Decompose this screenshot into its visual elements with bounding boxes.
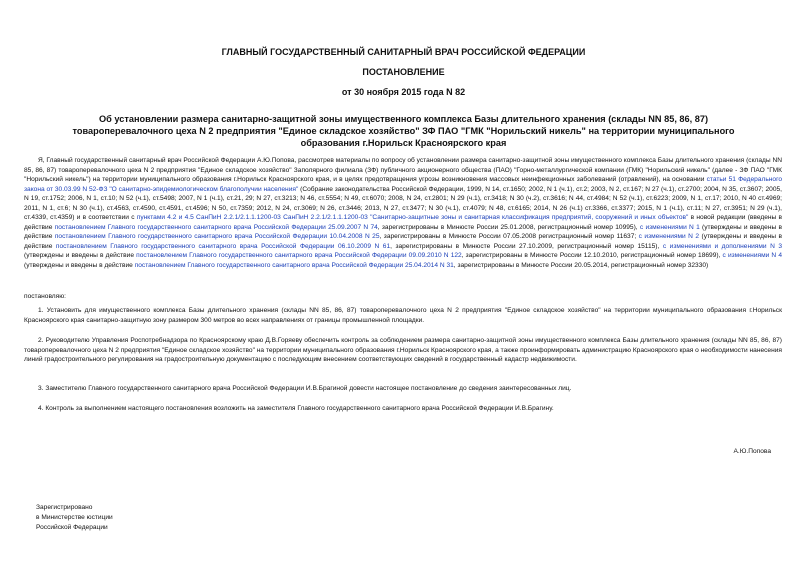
registration-note [36, 503, 113, 533]
registration-line: Зарегистрировано [36, 504, 93, 511]
issuer-heading: ГЛАВНЫЙ ГОСУДАРСТВЕННЫЙ САНИТАРНЫЙ ВРАЧ РОССИЙСКОЙ ФЕДЕРАЦИИ [221, 47, 586, 57]
amendments-1-link[interactable]: с изменениями N 1 [639, 223, 700, 231]
law-link[interactable]: статьи 51 Федерального закона от 30.03.99 N 52-ФЗ "О санитарно-эпидемиологическом благополучии населения" [24, 176, 782, 193]
document-date: от 30 ноября 2015 года N 82 [341, 87, 466, 97]
item-1: 1. Установить для имущественного комплекса Базы длительного хранения (склады NN 85, 86, 87) товароперевалочного цеха N 2 предприятия "Единое складское хозяйство" на территории муниципального образования г.Норильск Красноярского края санитарно-защитную зону размером 300 метров во всех направлениях от границы промышленной площадки. [24, 307, 782, 324]
registration-line: Российской Федерации [36, 524, 108, 531]
preamble-paragraph: Я, Главный государственный санитарный врач Российской Федерации А.Ю.Попова, рассмотрев материалы по вопросу об установлении размера санитарно-защитной зоны имущественного комплекса Базы длительного хранения (склады NN 85, 86, 87) товароперевалочного цеха N 2 предприятия "Единое складское хозяйство" Заполярного филиала (ЗФ) публичного акционерного общества (ПАО) "Горно-металлургической компании (ГМК) "Норильский никель" (далее - ЗФ ПАО "ГМК "Норильский никель") на территории муниципального образования г.Норильск Красноярского края, и в целях предотвращения угрозы возникновения массовых неинфекционных заболеваний (отравлений), на основании статьи 51 Федерального закона от 30.03.99 N 52-ФЗ "О санитарно-эпидемиологическом благополучии населения" (Собрание законодательства Российской Федерации, 1999, N 14, ст.1650; 2002, N 1 (ч.1), ст.2; 2003, N 2, ст.167; N 27 (ч.1), ст.2700; 2004, N 35, ст.3607; 2005, N 19, ст.1752; 2006, N 1, ст.10; N 52 (ч.1), ст.5498; 2007, N 1 (ч.1), ст.21, 29; N 27, ст.3213; N 46, ст.5554; N 49, ст.6070; 2008, N 24, ст.2801; N 29 (ч.1), ст.3418; N 30 (ч.2), ст.3616; N 44, ст.4984; N 52 (ч.1), ст.6223; 2009, N 1, ст.17; 2010, N 40 ст.4969; 2011, N 1, ст.6; N 30 (ч.1), ст.4563, ст.4590, ст.4591, ст.4596; N 50, ст.7359; 2012, N 24, ст.3069; N 26, ст.3446; 2013, N 27, ст.3477; N 30 (ч.1), ст.4079; N 48, ст.6165; 2014, N 26 (ч.1) ст.3366, ст.3377; 2015, N 1 (ч.1), ст.11; N 27, ст.3951; N 29 (ч.1), ст.4339, ст.4359) и в соответствии с пунктами 4.2 и 4.5 СанПиН 2.2.1/2.1.1.1200-03 СанПиН 2.2.1/2.1.1.1200-03 "Санитарно-защитные зоны и санитарная классификация предприятий, сооружений и иных объектов" в новой редакции (введены в действие постановлением Главного государственного санитарного врача Российской Федерации 25.09.2007 N 74, зарегистрированы в Минюсте России 25.01.2008, регистрационный номер 10995), с изменениями N 1 (утверждены и введены в действие постановлением Главного государственного санитарного врача Российской Федерации 10.04.2008 N 25, зарегистрированы в Минюсте России 07.05.2008 регистрационный номер 11637; с изменениями N 2 (утверждены и введены в действие постановлением Главного государственного санитарного врача Российской Федерации 06.10.2009 N 61, зарегистрированы в Минюсте России 27.10.2009, регистрационный номер 15115), с изменениями и дополнениями N 3 (утверждены и введены в действие постановлением Главного государственного санитарного врача Российской Федерации 09.09.2010 N 122, зарегистрированы в Минюсте России 12.10.2010, регистрационный номер 18699), с изменениями N 4 (утверждены и введены в действие постановлением Главного государственного санитарного врача Российской Федерации 25.04.2014 N 31, зарегистрированы в Минюсте России 20.05.2014, регистрационный номер 32330) [24, 157, 783, 269]
resolves-label: постановляю: [24, 293, 67, 300]
sanpin-link[interactable]: СанПиН 2.2.1/2.1.1.1200-03 "Санитарно-защитные зоны и санитарная классификация предприятий, сооружений и иных объектов" [283, 214, 689, 221]
item-4: 4. Контроль за выполнением настоящего постановления возложить на заместителя Главного государственного санитарного врача Российской Федерации И.В.Брагину. [38, 405, 554, 412]
document-title: Об установлении размера санитарно-защитной зоны имущественного комплекса Базы длительного хранения (склады NN 85, 86, 87) товароперевалочного цеха N 2 предприятия "Единое складское хозяйство" ЗФ ПАО "ГМК "Норильский никель" на территории муниципального образования г.Норильск Красноярского края [72, 114, 735, 148]
resolution-25-link[interactable]: постановлением Главного государственного санитарного врача Российской Федерации 10.04.2008 N 25 [54, 233, 380, 240]
registration-line: в Министерстве юстиции [36, 514, 113, 521]
amendments-3-link[interactable]: с изменениями и дополнениями N 3 [662, 242, 783, 250]
document-type: ПОСТАНОВЛЕНИЕ [362, 67, 445, 77]
signature: А.Ю.Попова [733, 448, 771, 455]
resolution-122-link[interactable]: постановлением Главного государственного санитарного врача Российской Федерации 09.09.2010 N 122 [136, 252, 462, 259]
sanpin-clauses-link[interactable]: пунктами 4.2 и 4.5 СанПиН 2.2.1/2.1.1.1200-03 [136, 214, 281, 221]
amendments-4-link[interactable]: с изменениями N 4 [722, 252, 782, 259]
resolution-61-link[interactable]: постановлением Главного государственного санитарного врача Российской Федерации 06.10.2009 N 61 [55, 242, 391, 250]
resolution-74-link[interactable]: постановлением Главного государственного санитарного врача Российской Федерации 25.09.2007 N 74 [54, 223, 378, 231]
preamble-text: Я, Главный государственный санитарный врач Российской Федерации А.Ю.Попова, рассмотрев материалы по вопросу об установлении размера санитарно-защитной зоны имущественного комплекса Базы длительного хранения (склады NN 85, 86, 87) товароперевалочного цеха N 2 предприятия "Единое складское хозяйство" Заполярного филиала (ЗФ) публичного акционерного общества (ПАО) "Горно-металлургической компании (ГМК) "Норильский никель" (далее - ЗФ ПАО "ГМК "Норильский никель") на территории муниципального образования г.Норильск Красноярского края, и в целях предотвращения угрозы возникновения массовых неинфекционных заболеваний (отравлений), на основании [24, 157, 782, 183]
item-3: 3. Заместителю Главного государственного санитарного врача Российской Федерации И.В.Брагиной довести настоящее постановление до сведения заинтересованных лиц. [38, 385, 572, 392]
item-2: 2. Руководителю Управления Роспотребнадзора по Красноярскому краю Д.В.Горяеву обеспечить контроль за соблюдением размера санитарно-защитной зоны имущественного комплекса Базы длительного хранения (склады NN 85, 86, 87) товароперевалочного цеха N 2 предприятия "Единое складское хозяйство" на территории муниципального образования г.Норильск Красноярского края, а также проинформировать администрацию Красноярского края о необходимости нанесения линий градостроительного регулирования на градостроительную документацию с последующим внесением соответствующих сведений в государственный кадастр недвижимости. [24, 337, 782, 363]
preamble-text: (Собрание законодательства Российской Федерации, 1999, N 14, ст.1650; 2002, N 1 (ч.1), ст.2; 2003, N 2, ст.167; N 27 (ч.1), ст.2700; 2004, N 35, ст.3607; 2005, N 19, ст.1752; 2006, N 1, ст.10; N 52 (ч.1), ст.5498; 2007, N 1 (ч.1), ст.21, 29; N 27, ст.3213; N 46, ст.5554; N 49, ст.6070; 2008, N 24, ст.2801; N 29 (ч.1), ст.3418; N 30 (ч.2), ст.3616; N 44, ст.4984; N 52 (ч.1), ст.6223; 2009, N 1, ст.17; 2010, N 40 ст.4969; 2011, N 1, ст.6; N 30 (ч.1), ст.4563, ст.4590, ст.4591, ст.4596; N 50, ст.7359; 2012, N 24, ст.3069; N 26, ст.3446; 2013, N 27, ст.3477; N 30 (ч.1), ст.4079; N 48, ст.6165; 2014, N 26 (ч.1) ст.3366, ст.3377; 2015, N 1 (ч.1), ст.11; N 27, ст.3951; N 29 (ч.1), ст.4339, ст.4359) и в соответствии с [24, 185, 782, 221]
amendments-2-link[interactable]: с изменениями N 2 [638, 233, 700, 240]
resolution-31-link[interactable]: постановлением Главного государственного санитарного врача Российской Федерации 25.04.2014 N 31 [134, 261, 454, 269]
